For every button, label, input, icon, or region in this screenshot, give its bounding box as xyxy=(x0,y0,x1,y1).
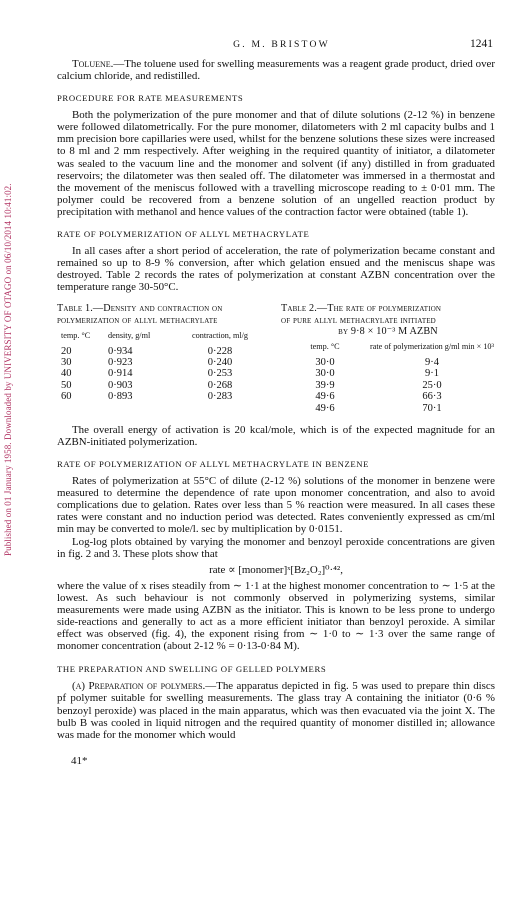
table-cell: 70·1 xyxy=(422,402,442,414)
section-heading-benzene: RATE OF POLYMERIZATION OF ALLYL METHACRYLATE IN BENZENE xyxy=(57,459,370,470)
gel-preparation-paragraph xyxy=(57,680,495,740)
tables-row xyxy=(57,303,495,414)
table-cell: 66·3 xyxy=(422,391,442,403)
table-row xyxy=(57,357,270,368)
gel-preparation-text: —The apparatus depicted in fig. 5 was used to prepare thin discs pf polymer suitable for swelling measurements. The glass tray A containing the initiator (0·6 % benzoyl peroxide) was placed in the main apparatus, which was then evacuated via the joint X. The bulb B was cooled in liquid nitrogen and the required quantity of monomer distilled in; allowance was made for the monomer which would xyxy=(57,680,495,741)
table-cell: 9·4 xyxy=(425,356,439,368)
table-cell: 0·253 xyxy=(207,368,233,380)
table-row xyxy=(281,391,495,402)
table-row xyxy=(57,346,270,357)
benzene-paragraph-3: where the value of x rises steadily from ∼ 1·1 at the highest monomer concentration to ∼ 1·5 at the lowest. As such behaviour is not commonly observed in polymerizing systems, similar measurements were made using AZBN as the initiator. This is known to be less prone to undergo side-reactions and generally to act as a more efficient initiator than benzoyl peroxide. A similar effect was observed (fig. 4), the exponent rising from ∼ 1·0 to ∼ 1·3 over the same range of monomer concentration (about 2-12 % = 0·13-0·84 M). xyxy=(57,579,495,653)
table-1-caption xyxy=(57,303,270,326)
table-row xyxy=(57,368,270,379)
toluene-text: —The toluene used for swelling measurements was a reagent grade product, dried over calcium chloride, and redistilled. xyxy=(57,58,495,83)
table-row xyxy=(57,391,270,402)
table-cell: 0·268 xyxy=(207,379,233,391)
author-running-head: G. M. BRISTOW xyxy=(233,39,330,50)
running-header xyxy=(57,38,495,50)
table-row xyxy=(281,380,495,391)
toluene-paragraph xyxy=(57,58,495,82)
rate-equation: rate ∝ [monomer]ˣ[Bz₂O₂]⁰·⁴², xyxy=(209,563,343,576)
table-cell: 0·240 xyxy=(207,357,233,368)
table-1-caption-line-1: Table 1.—Density and contraction on xyxy=(57,303,223,315)
table-2-caption-line-2: of pure allyl methacrylate initiated xyxy=(281,314,436,326)
table-cell: 0·228 xyxy=(207,345,233,357)
section-heading-allyl-rate: RATE OF POLYMERIZATION OF ALLYL METHACRYLATE xyxy=(57,229,310,240)
table-2-header-temp: temp. °C xyxy=(310,342,340,352)
gel-preparation-lead: (a) Preparation of polymers. xyxy=(72,680,206,693)
table-row xyxy=(281,403,495,414)
table-2-caption xyxy=(281,303,495,337)
table-1 xyxy=(57,303,270,414)
download-watermark: Published on 01 January 1958. Downloaded by UNIVERSITY OF OTAGO on 06/10/2014 10:41:02. xyxy=(3,183,13,557)
table-cell: 0·934 xyxy=(108,345,133,357)
table-1-header xyxy=(57,332,270,341)
table-2-header xyxy=(281,343,495,352)
table-row xyxy=(57,380,270,391)
table-1-header-density: density, g/ml xyxy=(108,331,151,340)
table-1-header-contraction: contraction, ml/g xyxy=(192,331,248,340)
table-cell: 50 xyxy=(61,379,72,391)
table-cell: 49·6 xyxy=(315,391,335,403)
table-row xyxy=(281,357,495,368)
table-2-caption-line-1: Table 2.—The rate of polymerization xyxy=(281,303,442,315)
page-number: 1241 xyxy=(470,38,493,50)
benzene-paragraph-2: Log-log plots obtained by varying the monomer and benzoyl peroxide concentrations are given in fig. 2 and 3. These plots show that xyxy=(57,535,495,560)
table-cell: 30 xyxy=(61,357,72,368)
table-1-caption-line-2: polymerization of allyl methacrylate xyxy=(57,314,218,326)
toluene-lead: Toluene. xyxy=(72,58,114,70)
table-row xyxy=(281,368,495,379)
table-cell: 30·0 xyxy=(315,356,335,368)
allyl-rate-paragraph: In all cases after a short period of acceleration, the rate of polymerization became constant and remained so up to 8-9 % conversion, after which gelation ensued and the meniscus shape was destroyed. Table 2 records the rates of polymerization at constant AZBN concentration over the temperature range 30-50°C. xyxy=(57,245,495,294)
table-cell: 30·0 xyxy=(315,368,335,380)
page-folio: 41* xyxy=(71,754,88,767)
table-2-header-rate: rate of polymerization g/ml min × 10³ xyxy=(370,342,494,352)
table-2-caption-line-3: by 9·8 × 10⁻³ M AZBN xyxy=(338,326,438,337)
table-cell: 0·914 xyxy=(108,368,133,380)
table-cell: 25·0 xyxy=(422,379,442,391)
benzene-paragraph-1: Rates of polymerization at 55°C of dilute (2-12 %) solutions of the monomer in benzene were measured to determine the dependence of rate upon monomer concentration, and also to avoid complications due to gelation. Rates over less than 5 % reaction were measured. In all cases these rates were constant and no induction period was detected. Rates conveniently expressed as cm/ml min may be converted to mole/l. sec by multiplication by 0·0151. xyxy=(57,475,495,536)
table-cell: 0·283 xyxy=(207,391,233,403)
activation-energy-paragraph: The overall energy of activation is 20 kcal/mole, which is of the expected magnitude for an AZBN-initiated polymerization. xyxy=(57,423,495,449)
table-cell: 49·6 xyxy=(315,402,335,414)
table-cell: 60 xyxy=(61,391,72,403)
table-2 xyxy=(281,303,495,414)
table-1-header-temp: temp. °C xyxy=(61,331,91,340)
table-cell: 39·9 xyxy=(315,379,335,391)
table-cell: 9·1 xyxy=(425,368,439,380)
table-cell: 0·893 xyxy=(108,391,133,403)
section-heading-gelled-polymers: THE PREPARATION AND SWELLING OF GELLED POLYMERS xyxy=(57,664,327,675)
table-cell: 0·923 xyxy=(108,357,133,368)
journal-page xyxy=(57,38,495,767)
table-cell: 0·903 xyxy=(108,379,133,391)
table-cell: 20 xyxy=(61,345,72,357)
section-heading-rate-measurements: PROCEDURE FOR RATE MEASUREMENTS xyxy=(57,93,244,104)
rate-measurements-paragraph: Both the polymerization of the pure monomer and that of dilute solutions (2-12 %) in benzene were followed dilatometrically. For the pure monomer, dilatometers with 2 ml capacity bulbs and 1 mm precision bore capillaries were used, whilst for the benzene solutions these sizes were increased to 8 ml and 2 mm respectively. After weighing in the required quantity of initiator, a dilatometer was sealed to the vacuum line and the monomer and solvent (if any) distilled in from graduated reservoirs; the dilatometer was then sealed off. The dilatometer was immersed in a thermostat and the movement of the meniscus followed with a travelling microscope reading to ± 0·01 mm. The polymer could be recovered from a benzene solution of an ungelled reaction product by precipitation with methanol and hence values of the contraction factor were obtained (table 1). xyxy=(57,109,495,218)
table-cell: 40 xyxy=(61,368,72,380)
